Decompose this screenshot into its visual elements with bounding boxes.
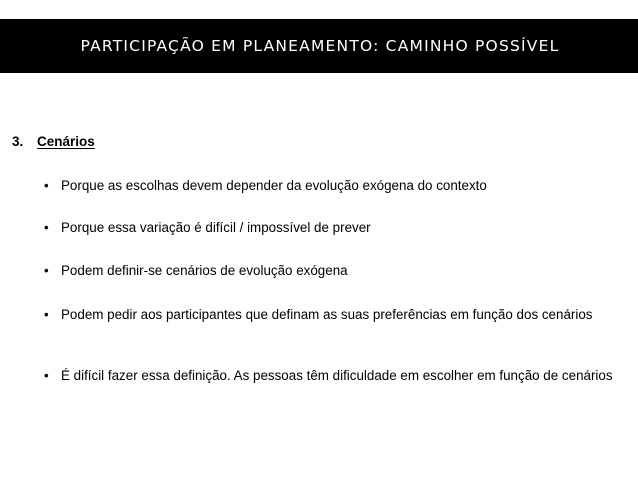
bullet-item	[44, 306, 624, 323]
section-title: Cenários	[37, 134, 95, 149]
slide-title: PARTICIPAÇÃO EM PLANEAMENTO: CAMINHO POSSÍVEL	[80, 37, 560, 55]
bullet-dot: •	[44, 220, 49, 235]
bullet-dot: •	[44, 178, 49, 193]
section-heading	[12, 134, 95, 149]
bullet-text: É difícil fazer essa definição. As pessoas têm dificuldade em escolher em função de cenários	[61, 368, 613, 383]
section-number: 3.	[12, 134, 24, 149]
bullet-text: Porque as escolhas devem depender da evolução exógena do contexto	[61, 178, 487, 193]
bullet-text: Porque essa variação é difícil / impossível de prever	[61, 220, 371, 235]
bullet-item	[44, 367, 624, 384]
title-bar	[0, 19, 638, 73]
bullet-dot: •	[44, 368, 49, 383]
bullet-dot: •	[44, 307, 49, 322]
bullet-text: Podem definir-se cenários de evolução exógena	[61, 263, 348, 278]
bullet-item	[44, 219, 624, 236]
bullet-dot: •	[44, 263, 49, 278]
bullet-text: Podem pedir aos participantes que definam as suas preferências em função dos cenários	[61, 307, 593, 322]
bullet-item	[44, 177, 624, 194]
bullet-item	[44, 262, 624, 279]
